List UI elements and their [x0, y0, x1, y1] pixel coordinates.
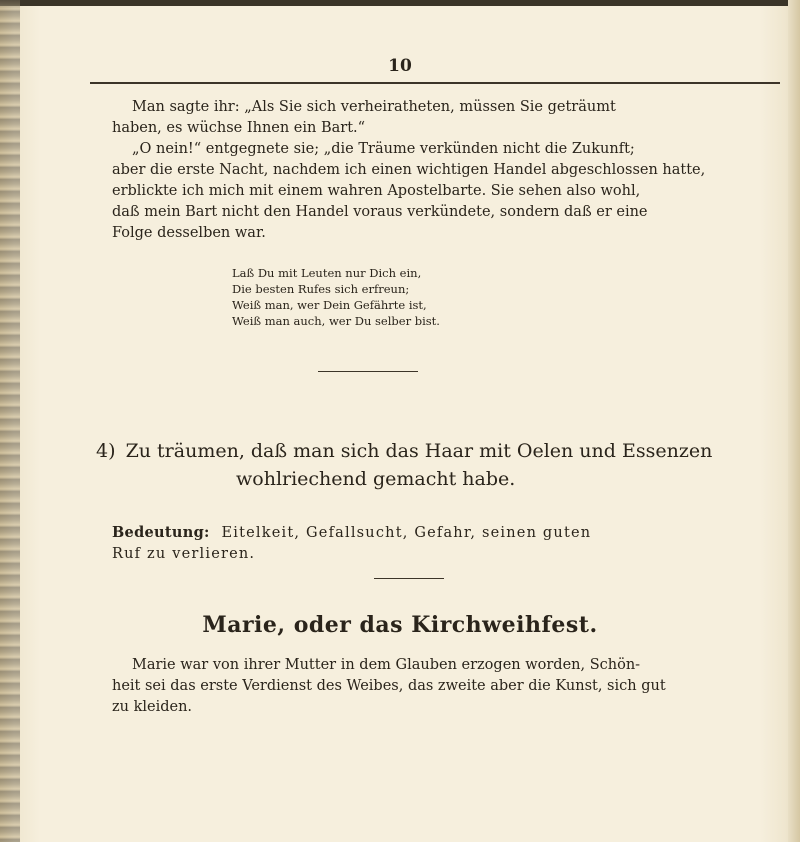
meaning-label: Bedeutung: [112, 524, 210, 541]
paragraph-story [112, 655, 772, 718]
page-number: 10 [388, 56, 412, 76]
text-line: „O nein!“ entgegnete sie; „die Träume verkünden nicht die Zukunft; [132, 141, 635, 157]
text-line: heit sei das erste Verdienst des Weibes, das zweite aber die Kunst, sich gut [112, 678, 666, 694]
story-title: Marie, oder das Kirchweihfest. [202, 612, 598, 638]
dream-text-line: wohlriechend gemacht habe. [236, 468, 516, 490]
meaning-text-line: Eitelkeit, Gefallsucht, Gefahr, seinen guten [221, 525, 592, 541]
text-line: daß mein Bart nicht den Handel voraus verkündete, sondern daß er eine [112, 204, 648, 220]
section-divider [374, 578, 444, 579]
text-line: zu kleiden. [112, 699, 193, 715]
dream-entry [96, 437, 776, 493]
poem-line: Laß Du mit Leuten nur Dich ein, [232, 266, 422, 280]
dream-number: 4) [96, 440, 116, 462]
poem-line: Die besten Rufes sich erfreun; [232, 282, 410, 296]
text-line: aber die erste Nacht, nachdem ich einen wichtigen Handel abgeschlossen hatte, [112, 162, 706, 178]
poem-line: Weiß man, wer Dein Gefährte ist, [232, 298, 427, 312]
paragraph-anecdote [112, 97, 772, 244]
meaning-text-line: Ruf zu verlieren. [112, 546, 256, 562]
dream-meaning [112, 522, 772, 565]
book-binding-edge [0, 0, 20, 842]
section-divider [318, 371, 418, 372]
poem-verse [232, 265, 632, 329]
poem-line: Weiß man auch, wer Du selber bist. [232, 314, 440, 328]
dream-text-line: Zu träumen, daß man sich das Haar mit Oelen und Essenzen [125, 440, 713, 462]
text-line: Man sagte ihr: „Als Sie sich verheiratheten, müssen Sie geträumt [132, 99, 616, 115]
header-rule [90, 82, 780, 84]
text-line: erblickte ich mich mit einem wahren Apostelbarte. Sie sehen also wohl, [112, 183, 641, 199]
text-line: haben, es wüchse Ihnen ein Bart.“ [112, 120, 366, 136]
text-line: Folge desselben war. [112, 225, 266, 241]
page-top-edge [0, 0, 800, 6]
text-line: Marie war von ihrer Mutter in dem Glauben erzogen worden, Schön- [132, 657, 641, 673]
page-right-edge [788, 0, 800, 842]
